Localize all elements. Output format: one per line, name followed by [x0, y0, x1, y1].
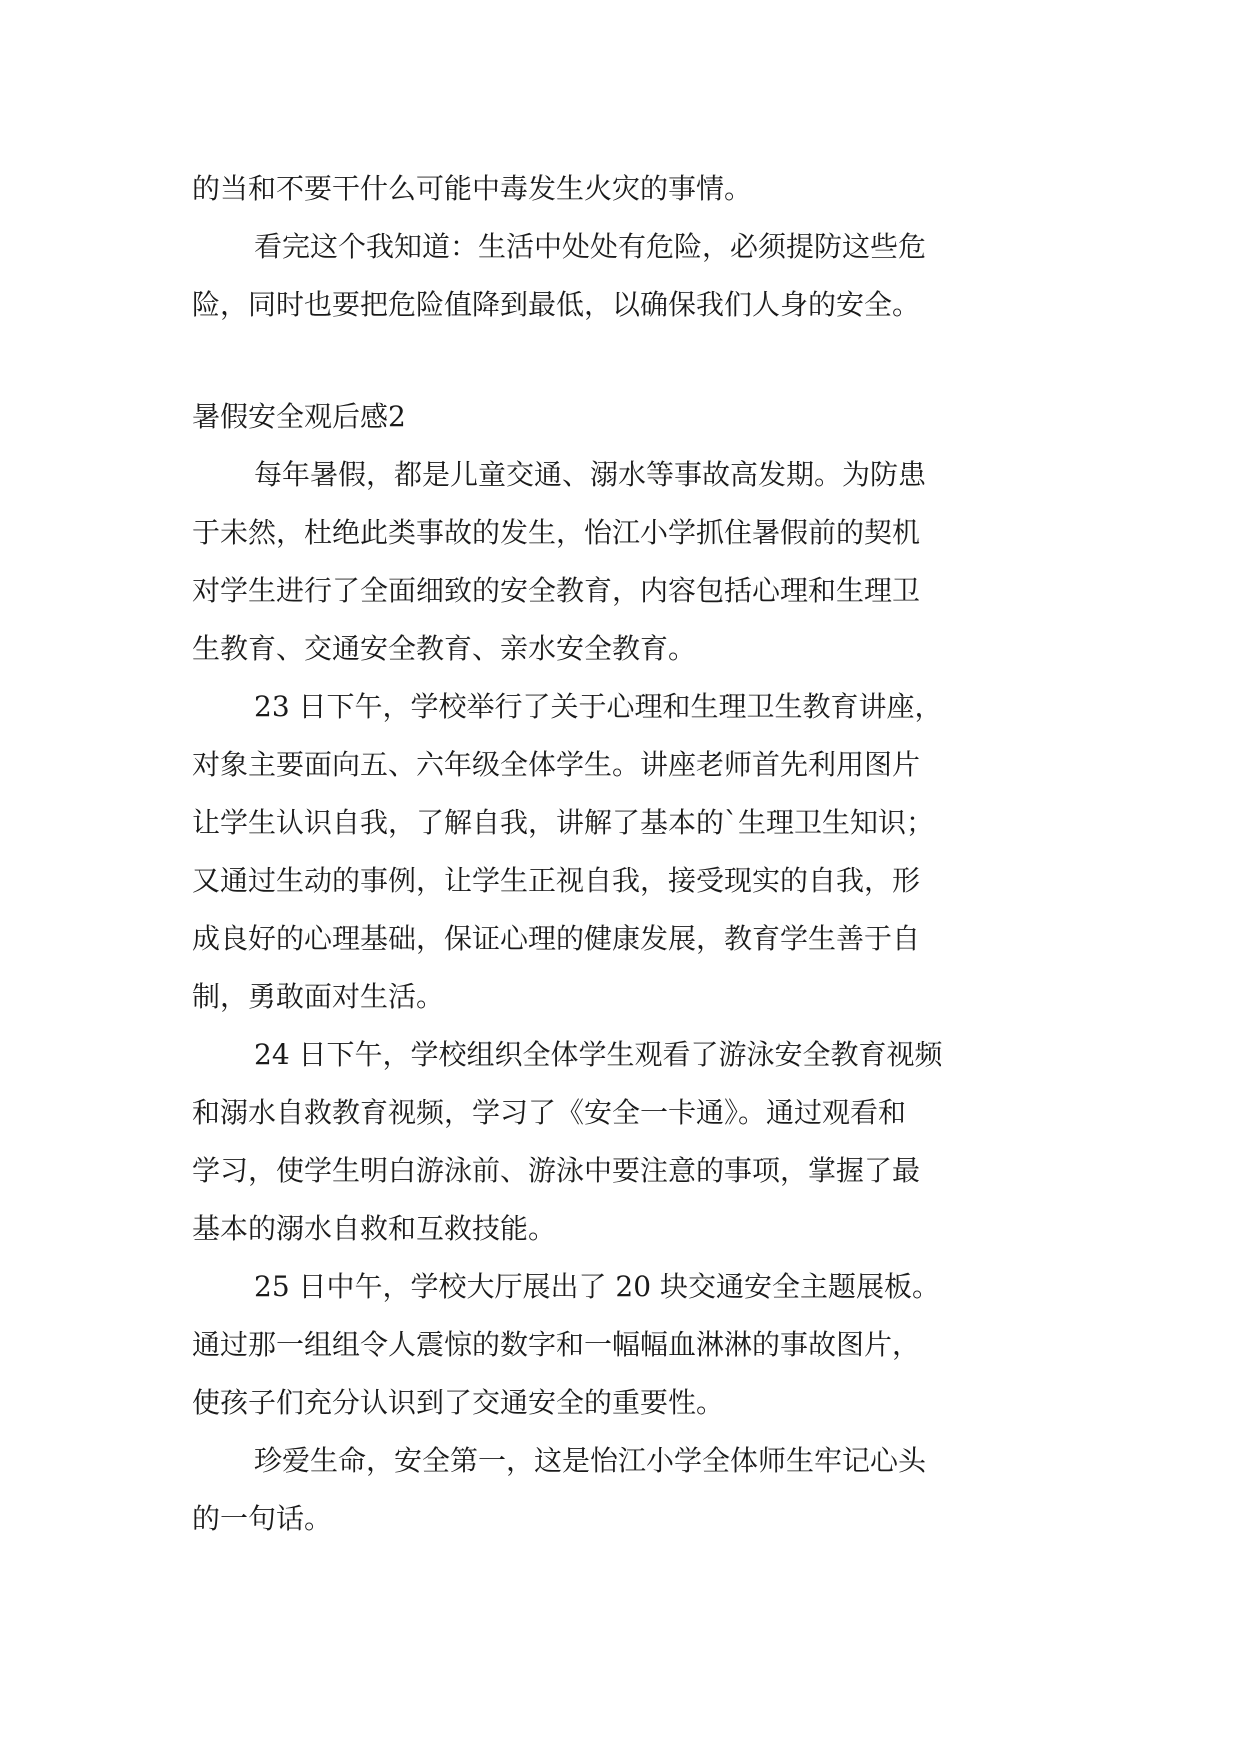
section-title: 暑假安全观后感2	[192, 400, 406, 433]
text-line: 成良好的心理基础，保证心理的健康发展，教育学生善于自	[192, 922, 921, 955]
text-line: 险，同时也要把危险值降到最低，以确保我们人身的安全。	[192, 288, 921, 321]
paragraph-5	[192, 1432, 1058, 1548]
text-line: 珍爱生命，安全第一，这是怡江小学全体师生牢记心头	[254, 1444, 927, 1477]
text-line: 学习，使学生明白游泳前、游泳中要注意的事项，掌握了最	[192, 1154, 921, 1187]
document-page	[192, 160, 1058, 1548]
text-line: 让学生认识自我，了解自我，讲解了基本的`生理卫生知识；	[192, 806, 935, 839]
text-line: 使孩子们充分认识到了交通安全的重要性。	[192, 1386, 725, 1419]
text-line: 又通过生动的事例，让学生正视自我，接受现实的自我，形	[192, 864, 921, 897]
text-line: 基本的溺水自救和互救技能。	[192, 1212, 557, 1245]
text-line: 制，勇敢面对生活。	[192, 980, 445, 1013]
text-line: 看完这个我知道：生活中处处有危险，必须提防这些危	[254, 230, 927, 263]
text-line: 对象主要面向五、六年级全体学生。讲座老师首先利用图片	[192, 748, 921, 781]
paragraph-2	[192, 678, 1058, 1026]
paragraph-1	[192, 446, 1058, 678]
section-gap	[192, 334, 1058, 388]
text-line: 和溺水自救教育视频，学习了《安全一卡通》。通过观看和	[192, 1096, 907, 1129]
text-line: 的当和不要干什么可能中毒发生火灾的事情。	[192, 172, 753, 205]
paragraph-3	[192, 1026, 1058, 1258]
text-line: 25 日中午，学校大厅展出了 20 块交通安全主题展板。	[254, 1270, 940, 1303]
text-line: 23 日下午，学校举行了关于心理和生理卫生教育讲座，	[254, 690, 943, 723]
text-line: 对学生进行了全面细致的安全教育，内容包括心理和生理卫	[192, 574, 921, 607]
text-line: 通过那一组组令人震惊的数字和一幅幅血淋淋的事故图片，	[192, 1328, 921, 1361]
paragraph-4	[192, 1258, 1058, 1432]
text-line: 每年暑假，都是儿童交通、溺水等事故高发期。为防患	[254, 458, 927, 491]
text-line: 于未然，杜绝此类事故的发生，怡江小学抓住暑假前的契机	[192, 516, 921, 549]
text-line: 的一句话。	[192, 1502, 333, 1535]
text-line: 生教育、交通安全教育、亲水安全教育。	[192, 632, 697, 665]
text-line: 24 日下午，学校组织全体学生观看了游泳安全教育视频	[254, 1038, 943, 1071]
